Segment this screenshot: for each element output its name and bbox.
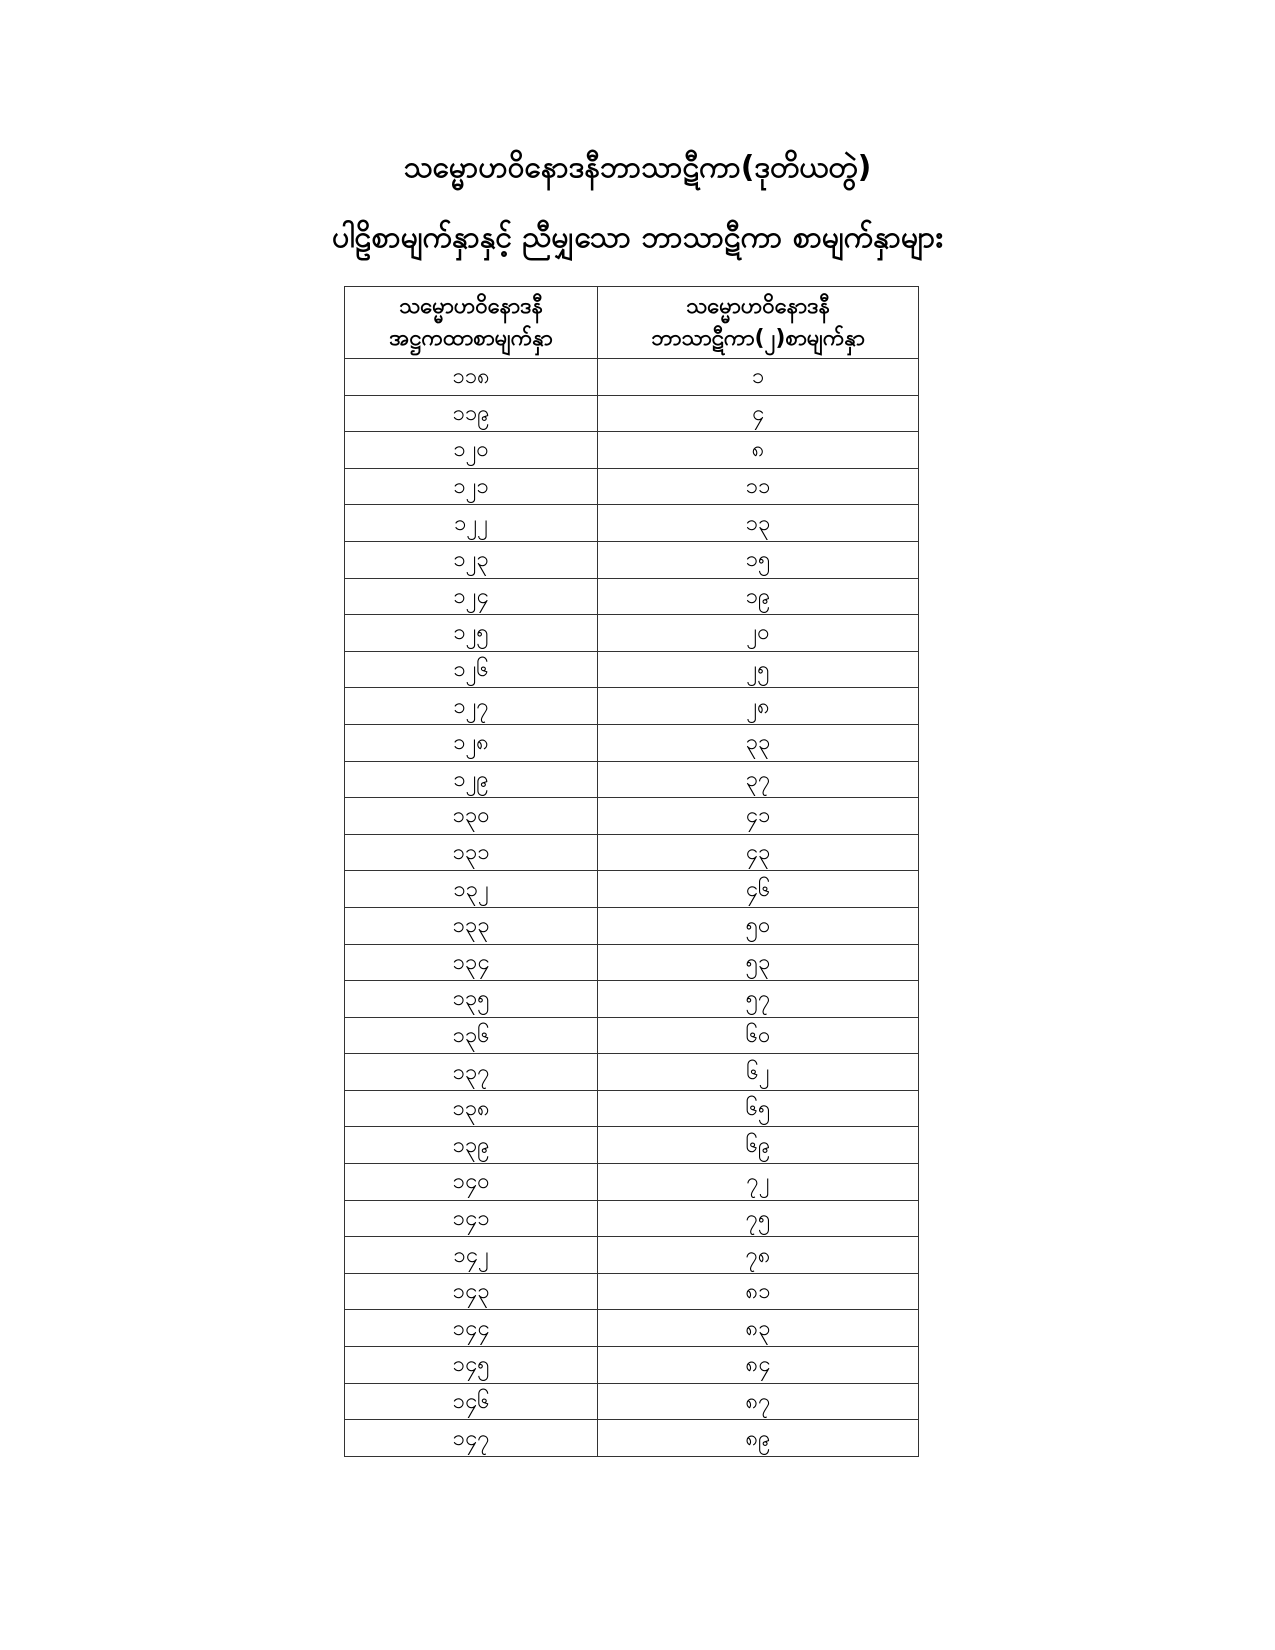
- tika-page-cell: ၃၃: [598, 724, 919, 761]
- table-row: [345, 907, 919, 944]
- atthakatha-page-cell: ၁၂၅: [345, 615, 598, 652]
- atthakatha-page-cell: ၁၄၄: [345, 1310, 598, 1347]
- table-row: [345, 578, 919, 615]
- atthakatha-page-cell: ၁၄၃: [345, 1273, 598, 1310]
- header-line: သမ္မောဟဝိနောဒနီ: [399, 293, 543, 319]
- tika-page-cell: ၈: [598, 432, 919, 469]
- atthakatha-page-cell: ၁၁၉: [345, 395, 598, 432]
- atthakatha-page-cell: ၁၂၄: [345, 578, 598, 615]
- header-line: ဘာသာဋီကာ(၂)စာမျက်နှာ: [651, 325, 865, 351]
- table-row: [345, 505, 919, 542]
- table-row: [345, 651, 919, 688]
- header-tika-page: [598, 287, 919, 359]
- atthakatha-page-cell: ၁၃၂: [345, 871, 598, 908]
- atthakatha-page-cell: ၁၂၆: [345, 651, 598, 688]
- table-row: [345, 1054, 919, 1091]
- atthakatha-page-cell: ၁၂၉: [345, 761, 598, 798]
- tika-page-cell: ၆၉: [598, 1127, 919, 1164]
- tika-page-cell: ၂၅: [598, 651, 919, 688]
- atthakatha-page-cell: ၁၄၂: [345, 1237, 598, 1274]
- table-row: [345, 1383, 919, 1420]
- table-row: [345, 944, 919, 981]
- atthakatha-page-cell: ၁၃၄: [345, 944, 598, 981]
- tika-page-cell: ၆၀: [598, 1017, 919, 1054]
- table-row: [345, 359, 919, 396]
- tika-page-cell: ၁၉: [598, 578, 919, 615]
- table-row: [345, 688, 919, 725]
- table-row: [345, 615, 919, 652]
- table-row: [345, 724, 919, 761]
- table-row: [345, 541, 919, 578]
- tika-page-cell: ၇၅: [598, 1200, 919, 1237]
- table-row: [345, 1017, 919, 1054]
- header-line: သမ္မောဟဝိနောဒနီ: [686, 293, 830, 319]
- table-row: [345, 468, 919, 505]
- atthakatha-page-cell: ၁၄၅: [345, 1347, 598, 1384]
- table-row: [345, 432, 919, 469]
- table-row: [345, 761, 919, 798]
- page-correspondence-table: [344, 286, 919, 1457]
- atthakatha-page-cell: ၁၄၁: [345, 1200, 598, 1237]
- atthakatha-page-cell: ၁၄၆: [345, 1383, 598, 1420]
- atthakatha-page-cell: ၁၄၇: [345, 1420, 598, 1457]
- atthakatha-page-cell: ၁၃၉: [345, 1127, 598, 1164]
- tika-page-cell: ၅၇: [598, 981, 919, 1018]
- table-row: [345, 981, 919, 1018]
- table-row: [345, 1310, 919, 1347]
- tika-page-cell: ၄၁: [598, 798, 919, 835]
- atthakatha-page-cell: ၁၂၀: [345, 432, 598, 469]
- tika-page-cell: ၆၂: [598, 1054, 919, 1091]
- tika-page-cell: ၆၅: [598, 1090, 919, 1127]
- tika-page-cell: ၈၇: [598, 1383, 919, 1420]
- atthakatha-page-cell: ၁၂၃: [345, 541, 598, 578]
- table-row: [345, 1200, 919, 1237]
- table-row: [345, 871, 919, 908]
- atthakatha-page-cell: ၁၃၀: [345, 798, 598, 835]
- atthakatha-page-cell: ၁၃၅: [345, 981, 598, 1018]
- table-row: [345, 1127, 919, 1164]
- atthakatha-page-cell: ၁၃၃: [345, 907, 598, 944]
- tika-page-cell: ၈၁: [598, 1273, 919, 1310]
- tika-page-cell: ၅၃: [598, 944, 919, 981]
- tika-page-cell: ၁၃: [598, 505, 919, 542]
- table-row: [345, 1237, 919, 1274]
- tika-page-cell: ၈၄: [598, 1347, 919, 1384]
- table-row: [345, 395, 919, 432]
- atthakatha-page-cell: ၁၃၆: [345, 1017, 598, 1054]
- atthakatha-page-cell: ၁၂၂: [345, 505, 598, 542]
- tika-page-cell: ၂၈: [598, 688, 919, 725]
- tika-page-cell: ၁: [598, 359, 919, 396]
- tika-page-cell: ၃၇: [598, 761, 919, 798]
- tika-page-cell: ၂၀: [598, 615, 919, 652]
- table-row: [345, 834, 919, 871]
- tika-page-cell: ၄: [598, 395, 919, 432]
- tika-page-cell: ၇၂: [598, 1164, 919, 1201]
- tika-page-cell: ၁၁: [598, 468, 919, 505]
- table-row: [345, 1164, 919, 1201]
- table-header-row: [345, 287, 919, 359]
- atthakatha-page-cell: ၁၁၈: [345, 359, 598, 396]
- header-atthakatha-page: [345, 287, 598, 359]
- table-row: [345, 1420, 919, 1457]
- header-line: အဋ္ဌကထာစာမျက်နှာ: [389, 325, 553, 351]
- tika-page-cell: ၇၈: [598, 1237, 919, 1274]
- atthakatha-page-cell: ၁၂၁: [345, 468, 598, 505]
- table-body: [345, 359, 919, 1457]
- atthakatha-page-cell: ၁၂၈: [345, 724, 598, 761]
- tika-page-cell: ၈၉: [598, 1420, 919, 1457]
- atthakatha-page-cell: ၁၃၈: [345, 1090, 598, 1127]
- page-subtitle: ပါဠိစာမျက်နှာနှင့် ညီမျှသော ဘာသာဋီကာ စာမျက်နှာများ: [332, 220, 943, 255]
- atthakatha-page-cell: ၁၂၇: [345, 688, 598, 725]
- page-title: သမ္မောဟဝိနောဒနီဘာသာဋီကာ(ဒုတိယတွဲ): [403, 150, 872, 185]
- table-row: [345, 1273, 919, 1310]
- tika-page-cell: ၄၃: [598, 834, 919, 871]
- tika-page-cell: ၁၅: [598, 541, 919, 578]
- tika-page-cell: ၈၃: [598, 1310, 919, 1347]
- tika-page-cell: ၅၀: [598, 907, 919, 944]
- table-row: [345, 798, 919, 835]
- atthakatha-page-cell: ၁၃၁: [345, 834, 598, 871]
- table-row: [345, 1090, 919, 1127]
- atthakatha-page-cell: ၁၄၀: [345, 1164, 598, 1201]
- atthakatha-page-cell: ၁၃၇: [345, 1054, 598, 1091]
- table-row: [345, 1347, 919, 1384]
- tika-page-cell: ၄၆: [598, 871, 919, 908]
